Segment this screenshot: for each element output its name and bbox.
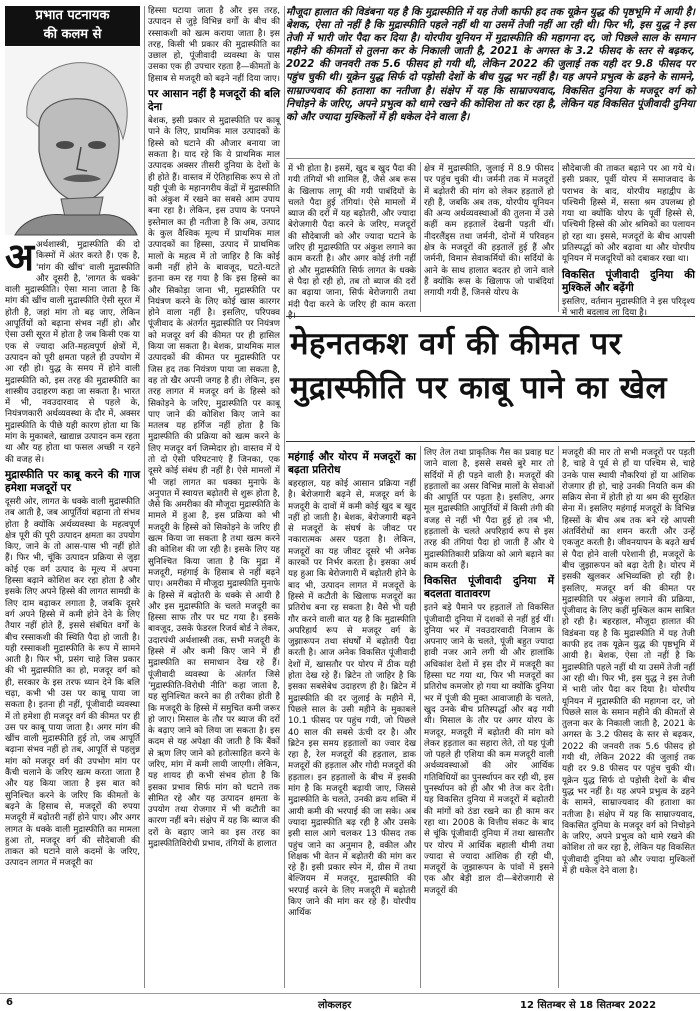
- article-column-8: [562, 448, 695, 988]
- pull-quote: मौजूदा हालात की विडंबना यह है कि मुद्रास्फीति में यह तेजी काफी हद तक यूक्रेन युद्ध की पृष्ठभूमि में आयी है। बेशक, ऐसा तो नहीं है कि मुद्रास्फीति पहले नहीं थी या उसमें तेजी नहीं आ रही थी। फिर भी, इस युद्ध ने इस तेजी में भारी जोर पैदा कर दिया है। योरपीय यूनियन में मुद्रास्फीति की महागना दर, जो पिछले साल के समान महीने की कीमतों से तुलना कर के निकाली जाती है, 2021 के अगस्त के 3.2 फीसद के स्तर से बढ़कर, 2022 की जनवरी तक 5.6 फीसद हो गयी थी, लेकिन 2022 की जुलाई तक यही दर 9.8 फीसद पर पहुंच चुकी थी। यूक्रेन युद्ध सिर्फ दो पड़ोसी देशों के बीच युद्ध भर नहीं है। यह अपने प्रभुत्व के ढहने के सामने, साम्राज्यवाद की हताशा का नतीजा है। संक्षेप में यह कि साम्राज्यवाद, विकसित दुनिया के मजदूर वर्ग को निचोड़ने के जरिए, अपने प्रभुत्व को थामे रखने की कोशिश तो कर रहा है, लेकिन यह विकसित पूंजीवादी दुनिया को और ज्यादा मुश्किलों में ही धकेल देने वाला है।: [286, 7, 695, 123]
- column-tagline: की कलम से: [43, 27, 102, 42]
- subheading: विकसित पूंजीवादी दुनिया में बदलता वातावरण: [424, 575, 554, 601]
- article-column-7: [424, 448, 554, 988]
- publication-name: लोकलहर: [318, 1000, 352, 1011]
- headline-rule-bottom: [286, 441, 695, 442]
- subheading: महंगाई और योरप में मजदूरों का बढ़ता प्रतिरोध: [288, 451, 416, 476]
- page-number: 6: [6, 997, 13, 1008]
- article-headline: [290, 322, 694, 438]
- author-portrait: [5, 47, 140, 235]
- body-paragraph: मजदूरी की मार तो सभी मजदूरों पर पड़ती है, चाहे वे पूर्व से हों या पश्चिम से, चाहे उनके पास स्थायी नौकरियां हों या आंशिक रोजगार ही हो, चाहे उनकी नियति कम की सक्रिय सेना में होती हो या श्रम की सुरक्षित सेना में। इसलिए महंगाई मजदूरों के विभिन्न हिस्सों के बीच अब तक बने रहे आपसी अंतर्विरोधों का शमन करती और उन्हें एकजुट करती है। जीवनयापन के बढ़ते खर्च से पैदा होने वाली परेशानी ही, मजदूरों के बीच जुझारूपन को बढ़ा देती है। योरप में इसकी खुलकर अभिव्यक्ति हो रही है। इसलिए, मजदूर वर्ग की कीमत पर मुद्रास्फीति पर अंकुश लगाने की प्रक्रिया, पूंजीवाद के लिए कहीं मुश्किल काम साबित हो रही है। बहरहाल, मौजूदा हालात की विडंबना यह है कि मुद्रास्फीति में यह तेजी काफी हद तक यूक्रेन युद्ध की पृष्ठभूमि में आयी है। बेशक, ऐसा तो नहीं है कि मुद्रास्फीति पहले नहीं थी या उसमें तेजी नहीं आ रही थी। फिर भी, इस युद्ध ने इस तेजी में भारी जोर पैदा कर दिया है। योरपीय यूनियन में मुद्रास्फीति की महागना दर, जो पिछले साल के समान महीने की कीमतों से तुलना कर के निकाली जाती है, 2021 के अगस्त के 3.2 फीसद के स्तर से बढ़कर, 2022 की जनवरी तक 5.6 फीसद हो गयी थी, लेकिन 2022 की जुलाई तक यही दर 9.8 फीसद पर पहुंच चुकी थी। यूक्रेन युद्ध सिर्फ दो पड़ोसी देशों के बीच युद्ध भर नहीं है। यह अपने प्रभुत्व के ढहने के सामने, साम्राज्यवाद की हताशा का नतीजा है। संक्षेप में यह कि साम्राज्यवाद, विकसित दुनिया के मजदूर वर्ग को निचोड़ने के जरिए, अपने प्रभुत्व को थामे रखने की कोशिश तो कर रहा है, लेकिन यह विकसित पूंजीवादी दुनिया को और ज्यादा मुश्किलों में ही धकेल देने वाला है।: [562, 448, 695, 876]
- body-paragraph: दूसरी ओर, लागत के धक्के वाली मुद्रास्फीति तब आती है, जब आपूर्तियां बढ़ाना तो संभव होता है क्योंकि अर्थव्यवस्था के महत्वपूर्ण क्षेत्र पूरी की पूरी उत्पादन क्षमता का उपयोग किए, जाने के तो आस-पास भी नहीं होते हैं। फिर भी, चूंकि उत्पादन प्रक्रिया से जुड़ा कोई एक वर्ग उत्पाद के मूल्य में अपना हिस्सा बढ़ाने कोशिश कर रहा होता है और इसके लिए अपने हिस्से की लागत सामग्री के लिए दाम बढ़ाकर लगाता है, जबकि दूसरे वर्ग अपने हिस्से में कमी होने देने के लिए तैयार नहीं होते हैं, इससे संबंधित वर्गों के बीच रस्साकशी की स्थिति पैदा हो जाती है। यही रस्साकशी मुद्रास्फीति के रूप में सामने आती है। फिर भी, प्रसंग चाहे जिस प्रकार की भी मुद्रास्फीति का हो, मजदूर वर्ग को ही, सरकार के इस तरफ ध्यान देने कि बलि चढ़ा, कभी भी उस पर काबू पाया जा सकता है। इतना ही नहीं, पूंजीवादी व्यवस्था में तो हमेशा ही मजदूर वर्ग की कीमत पर ही उस पर काबू पाया जाता है। अगर मांग की खींच वाली मुद्रास्फीति हुई तो, जब आपूर्ति बढ़ाना संभव नहीं हो तब, आपूर्ति से पहलुन्न मांग को मजदूर वर्ग की उपभोग मांग पर कैंची चलाने के जरिए खत्म करता जाता है और यह किया जाता है इस बात को सुनिश्चित करने के जरिए कि कीमतों के बढ़ने के हिसाब से, मजदूरों की रुपया मजदूरी में बढ़ोतरी नहीं होने पाए। और अगर लागत के धक्के वाली मुद्रास्फीति का मामला हुआ तो, मजदूर वर्ग की सौदेबाजी की ताकत को घटाने वाले कदमों के जरिए, उत्पादन लागत में मजदूरी का: [5, 496, 140, 869]
- lead-paragraph: [5, 235, 140, 466]
- body-paragraph: बेशक, इसी प्रकार से मुद्रास्फीति पर काबू पाने के लिए, प्राथमिक माल उत्पादकों के हिस्से को घटाने की औजार बनाया जा सकता है। याद रहे कि ये प्राथमिक माल उत्पादक अक्सर तीसरी दुनिया के देशों के ही होते हैं। वास्तव में ऐतिहासिक रूप से तो यही पूंजी के महानगरीय केंद्रों में मुद्रास्फीति को अंकुश में रखने का सबसे आम उपाय बना रहा है। लेकिन, इस उपाय के पनपने इस्तेमाल का ही नतीजा है कि अब, उत्पाद के कुल वैश्विक मूल्य में प्राथमिक माल उत्पादकों का हिस्सा, उत्पाद में प्राथमिक मालों के महत्व में तो जाहिर है कि कोई कमी नहीं होने के बावजूद, घटते-घटते इतना कम रह गया है कि इस हिस्से का और सिकोड़ा जाना भी, मुद्रास्फीति पर नियंत्रण करने के लिए कोई खास कारगर होने वाला नहीं है। इसलिए, परिपक्व पूंजीवाद के अंतर्गत मुद्रास्फीति पर नियंत्रण को मजदूर वर्ग की कीमत पर ही हासिल किया जा सकता है। बेशक, प्राथमिक माल उत्पादकों की कीमत पर मुद्रास्फीति पर जिस हद तक नियंत्रण पाया जा सकता है, वह तो खैर अपनी जगह है ही। लेकिन, इस तरह लागत में मजदूर वर्ग के हिस्से को सिकोड़ने के जरिए, मुद्रास्फीति पर काबू पाए जाने की कोशिश किए जाने का मतलब यह हर्गिज नहीं होता है कि मुद्रास्फीति की प्रक्रिया को खत्म करने के लिए मजदूर वर्ग जिम्मेदार हो। वास्तव में ये तो दो ऐसी परिघटनाएं हैं जिनका, एक दूसरे कोई संबंध ही नहीं है। ऐसे मामलों में भी जहां लागत का धक्का मुनाफे के अनुपात में स्वायत्त बढ़ोतरी से शुरू होता है, जैसे कि अमरीका की मौजूदा मुद्रास्फीति के मामले में हुआ है, इस प्रक्रिया को भी मजदूरी के हिस्से को सिकोड़ने के जरिए ही खत्म किया जा सकता है तथा खत्म करने की कोशिश की जा रही है। इसके लिए यह सुनिश्चित किया जाता है कि मुद्रा में मजदूरी, महंगाई के हिसाब से नहीं बढ़ने पाए। अमरीका में मौजूदा मुद्रास्फीति मुनाफे के हिस्से में बढ़ोतरी के धक्के से आयी है और इस मुद्रास्फीति के चलते मजदूरी का हिस्सा साफ तौर पर घट गया है। इसके बावजूद, उसके फेडरल रिजर्व बोर्ड ने लेकर, उदारपंथी अर्थशास्त्री तक, सभी मजदूरी के हिस्से में और कमी किए जाने में ही मुद्रास्फीति का समाधान देख रहे हैं। पूंजीवादी व्यवस्था के अंतर्गत जिसे 'मुद्रास्फीति-विरोधी नीति' कहा जाता है, यह सुनिश्चित करने का ही तरीका होती है कि मजदूरी के हिस्से में समुचित कमी जरूर हो जाए। मिसाल के तौर पर ब्याज की दरों के बढ़ाए जाने को लिया जा सकता है। इस कदम से यह अपेक्षा की जाती है कि बैंकों से ऋण लिए जाने को हतोत्साहित करने के जरिए, मांग में कमी लायी जाएगी। लेकिन, यह शायद ही कभी संभव होता है कि इसका प्रभाव सिर्फ मांग को घटाने तक सीमित रहे और यह उत्पादन क्षमता के उपयोग तथा रोजगार में भी कटौती का कारण नहीं बने। संक्षेप में यह कि ब्याज की दरों के बढ़ाए जाने का इस तरह का मुद्रास्फीतिविरोधी प्रभाव, तंगियों के हालात: [148, 116, 280, 850]
- quote-divider: [286, 158, 695, 159]
- subheading: विकसित पूंजीवादी दुनिया की मुश्किलें और बढ़ेंगी: [562, 268, 695, 294]
- body-paragraph: बहरहाल, यह कोई आसान प्रक्रिया नहीं है। बेरोजगारी बढ़ने से, मजदूर वर्ग के मजदूरी के दावों में कमी कोई खुद ब खुद नहीं हो जाती है। बेशक, बेरोजगारी बढ़ने से मजदूरों के संघर्ष के जीवट पर नकारात्मक असर पड़ता है। लेकिन, मजदूरों का यह जीवट दूसरे भी अनेक कारकों पर निर्भर करता है। इसका अर्थ यह हुआ कि बेरोजगारी में बढ़ोतरी होने के बाद भी, उत्पादन लागत में मजदूरों के हिस्से में कटौती के खिलाफ मजदूरों का प्रतिरोध बना रह सकता है। वैसे भी यही गौर करने वाली बात यह है कि मुद्रास्फीति अपरिहार्य रूप से मजदूर वर्ग के जुझारूपन तथा संघर्षों में बढ़ोतरी पैदा करती है। आज अनेक विकसित पूंजीवादी देशों में, खासतौर पर योरप में ठीक यही होता देख रहे हैं। ब्रिटेन तो जाहिर है कि इसका सबसेबेध उदाहरण ही है। ब्रिटेन में मुद्रास्फीति की दर जुलाई के महीने में, पिछले साल के उसी महीने के मुकाबले 10.1 फीसद पर पहुंच गयी, जो पिछले 40 साल की सबसे ऊंची दर है। और ब्रिटेन इस समय हड़तालों का ज्वार देख रहा है, रेल मजदूरों की हड़ताल, डाक मजदूरों की हड़ताल और गोदी मजदूरों की हड़ताल। इन हड़तालों के बीच में इसकी मांग है कि मजदूरी बढ़ायी जाए, जिससे मुद्रास्फीति के चलते, उनकी क्रय शक्ति में आयी कमी की भरपाई की जा सके। अब ज्यादा मुद्रास्फीति बढ़ रही है और उसके इसी साल आगे चलकर 13 फीसद तक पहुंच जाने का अनुमान है, वकील और शिक्षक भी वेतन में बढ़ोतरी की मांग कर रहे हैं। इसी प्रकार स्पेन में, ग्रीस में तथा बेल्जियम में मजदूर, मुद्रास्फीति की भरपाई करने के लिए मजदूरी में बढ़ोतरी किए जाने की मांग कर रहे हैं। योरपीय आर्थिक: [288, 479, 416, 919]
- article-column-1: [5, 235, 140, 988]
- article-column-5: [562, 164, 695, 318]
- article-column-6: [288, 448, 416, 988]
- body-paragraph: इसलिए, वर्तमान मुद्रास्फीति ने इस परिदृश्य में भारी बदलाव ला दिया है।: [562, 296, 695, 318]
- column-divider: [558, 162, 559, 312]
- subheading: मुद्रास्फीति पर काबू करने की गाज हमेशा मजदूरों पर: [5, 468, 140, 494]
- body-paragraph: क्षेत्र में मुद्रास्फीति, जुलाई में 8.9 फीसद पर पहुंच चुकी थी। जर्मनी तक में मजदूरों में बढ़ोतरी की मांग को लेकर हड़तालें हो रही हैं, जबकि अब तक, योरपीय यूनियन की अन्य अर्थव्यवस्थाओं की तुलना में उसे कहीं कम हड़तालें देखनी पड़ती थीं। नीदरलैंड्स तथा जर्मनी, दोनों में परिवहन क्षेत्र के मजदूरों की हड़तालें हुई हैं और जर्मनी, विमान सेवाकर्मियों की। सर्दियों के आने के साथ हालात बदतर हो जाने वाले हैं क्योंकि रूस के खिलाफ जो पाबंदियां लगायी गयी हैं, जिनसे योरप के: [424, 164, 554, 299]
- author-name: प्रभात पटनायक: [35, 8, 110, 23]
- article-column-2: [148, 6, 280, 988]
- column-divider: [144, 6, 145, 988]
- page-footer: [0, 993, 700, 1011]
- column-divider: [420, 446, 421, 988]
- column-header: [5, 6, 140, 46]
- column-divider: [420, 162, 421, 312]
- body-paragraph: सौदेबाजी की ताकत बढ़ाने पर आ गये थे। इसी प्रकार, पूर्वी योरप में समाजवाद के पराभव के बाद, योरपीय महाद्वीप के पश्चिमी हिस्से में, सस्ता श्रम उपलब्ध हो गया था क्योंकि योरप के पूर्वी हिस्से से, पश्चिमी हिस्से की ओर श्रमिकों का पलायन हो रहा था। इससे, मजदूरों के बीच आपसी प्रतिस्पर्द्धा को और बढ़ावा था और योरपीय यूनियन में मजदूरियों को दबाकर रखा था।: [562, 164, 695, 265]
- issue-date: 12 सितम्बर से 18 सितम्बर 2022: [520, 1000, 657, 1011]
- body-paragraph: इतने बड़े पैमाने पर हड़तालें तो विकसित पूंजीवादी दुनिया में दशकों से नहीं हुई थीं। दुनिया भर में नवउदारवादी निजाम के अपनाए जाने के चलते, पूंजी बहुत ज्यादा हावी नजर आने लगी थी और हालांकि अधिकांश देशों में इस दौर में मजदूरी का हिस्सा घट गया था, फिर भी मजदूरों का प्रतिरोध कमजोर हो गया था क्योंकि दुनिया भर में पूंजी की मुक्त आवाजाही के चलते, खुद उनके बीच प्रतिस्पर्द्धा और बढ़ गयी थी। मिसाल के तौर पर अगर योरप के मजदूर, मजदूरी में बढ़ोतरी की मांग को लेकर हड़ताल का सहारा लेते, तो यह पूंजी जो पहले ही एशिया की कम मजदूरी वाली अर्थव्यवस्थाओं की ओर आर्थिक गतिविधियों का पुनर्स्थापन कर रही थी, इस पुनर्स्थापन को ही और भी तेज कर देती। यह विकसित दुनिया में मजदूरों में बढ़ोतरी की मांगों को ठंडा रखने का ही काम कर रहा था। 2008 के वित्तीय संकट के बाद से चूंकि पूंजीवादी दुनिया में तथा खासतौर पर योरप में आर्थिक बहाली थीमी तथा ज्यादा से ज्यादा आंशिक ही रही थी, मजदूरों के जुझारूपन के पांवों में इसने एक और बेड़ी डाल दी—बेरोजगारी से मजदूरों की: [424, 603, 554, 896]
- article-column-3: [288, 164, 416, 321]
- body-paragraph: लिए तेल तथा प्राकृतिक गैस का प्रवाह घट जाने वाला है, इससे सबसे बुरे मार तो सर्दियों में ही पड़ने वाली है। मजदूरों की हड़तालों का असर विभिन्न मालों के सेवाओं की आपूर्ति पर पड़ता है। इसलिए, अगर मूल मुद्रास्फीति आपूर्तियों में किसी तंगी की वजह से नहीं भी पैदा हुई हो तब भी, हड़तालों के चलते अपरिहार्य रूप से इस तरह की तंगियां पैदा हो जाती हैं और ये मुद्रास्फीतिकारी प्रक्रिया को आगे बढ़ाने का काम करती हैं।: [424, 448, 554, 571]
- article-column-4: [424, 164, 554, 312]
- headline-line-2: मुद्रास्फीति पर काबू पाने का खेल: [290, 370, 668, 406]
- column-divider: [558, 446, 559, 988]
- body-paragraph: हिस्सा घटाया जाता है और इस तरह, उत्पादन से जुड़े विभिन्न वर्गों के बीच की रस्साकशी को खत्म कराया जाता है। इस तरह, किसी भी प्रकार की मुद्रास्फीति का उछाल हो, पूंजीवादी व्यवस्था के पास उसका एक ही उपचार रहता है—कीमतों के हिसाब से मजदूरी को बढ़ने नहीं दिया जाए।: [148, 6, 280, 84]
- drop-cap: अ: [5, 235, 35, 279]
- body-paragraph: में भी होता है। इसमें, खुद ब खुद पैदा की गयी तंगियों भी शामिल हैं, जैसे अब रूस के खिलाफ लागू की गयी पाबंदियों के चलते पैदा हुई तंगियां। ऐसे मामलों में ब्याज की दरों में यह बढ़ोतरी, और ज्यादा बेरोजगारी पैदा करने के जरिए, मजदूरों की सौदेबाजी को और ज्यादा घटाने के जरिए ही मुद्रास्फीति पर अंकुश लगाने का काम करती है। और अगर कोई तंगी नहीं हो और मुद्रास्फीति सिर्फ लागत के धक्के से पैदा हो रही हो, तब तो ब्याज की दरों का बढ़ाया जाना, सिर्फ बेरोजगारी तथा मंदी पैदा करने के जरिए ही काम करता है।: [288, 164, 416, 321]
- author-portrait-image: [5, 47, 140, 235]
- subheading: पर आसान नहीं है मजदूरों की बलि देना: [148, 88, 280, 114]
- column-divider: [284, 6, 285, 988]
- lead-text: अर्थशास्त्री, मुद्रास्फीति की दो किस्मों में अंतर करते हैं। एक है, 'मांग की खींच' वाली मुद्रास्फीति और दूसरी है, 'लागत के धक्के' वाली मुद्रास्फीति। ऐसा माना जाता है कि मांग की खींच वाली मुद्रास्फीति ऐसी सूरत में होती है, जहां मांग तो बढ़ जाए, लेकिन आपूर्तियों को बढ़ाना संभव नहीं हो। और ऐसा उसी सूरत में होता है जब किसी एक या एक से ज्यादा अति-महत्वपूर्ण क्षेत्रों में, उत्पादन को पूरी क्षमता पहले ही उपयोग में आ रही हो। युद्ध के समय में होने वाली मुद्रास्फीति को, इस तरह की मुद्रास्फीति का शास्त्रीय उदाहरण कहा जा सकता है। भारत में भी, नवउदारवाद से पहले के, नियंत्रणकारी अर्थव्यवस्था के दौर में, अक्सर मुद्रास्फीति के पीछे यही कारण होता था कि मांग के मुकाबले, खाद्यान्न उत्पादन कम रहता था और यह होता था फसल अच्छी न रहने की वजह से।: [5, 240, 140, 465]
- headline-line-1: मेहनतकश वर्ग की कीमत पर: [290, 326, 622, 362]
